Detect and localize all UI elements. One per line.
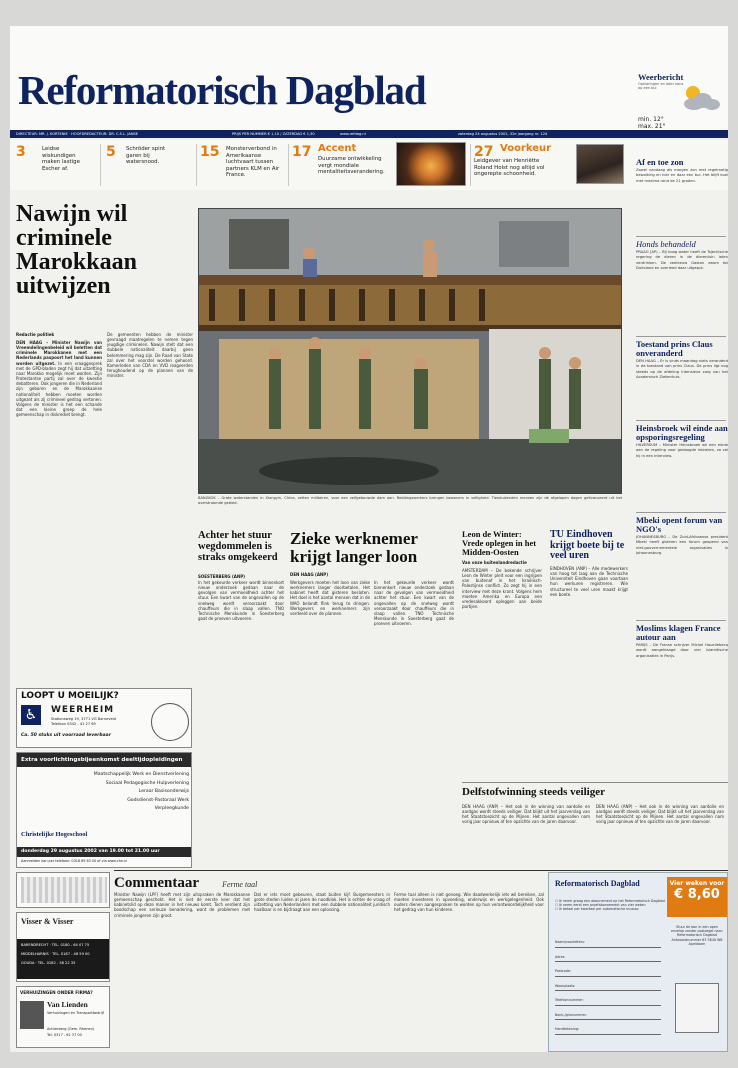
teaser-number: 17	[292, 144, 312, 160]
article-body: PRAAG (AP) – Bij hoog water heeft de Tsjechische regering de dieren in de dierentuin laten verdrinken. De zeeleeuw Gaston zwom tot Duitsland en overleed daar uitgeput.	[636, 250, 728, 270]
right-column	[630, 140, 728, 870]
teaser-5[interactable]	[474, 144, 624, 186]
ad-weerheim-address: Stationsweg 19, 3771 VG Barneveld	[51, 717, 116, 721]
article-stuur-title: Achter het stuur wegdommelen is straks omgekeerd	[198, 530, 278, 563]
checkbox-icon: ☐	[555, 899, 560, 903]
flood-photo	[198, 208, 622, 494]
offer-badge[interactable]	[667, 877, 727, 917]
teaser-2[interactable]	[106, 144, 196, 186]
commentaar-col2: Dat er iets moet gebeuren, staat buiten kijf. Burgemeesters in grote steden luiden al jaren de noodklok. Het is echter de vraag of uitzetting van Nederlanders met een dubbele nationaliteit juridisch haalbaar is en bijdraagt aan een oplossing.	[254, 892, 390, 913]
teaser-text: Monsterverbond in Amerikaanse luchtvaart tussen partners KLM en Air France.	[226, 146, 280, 179]
moslim-article	[636, 624, 728, 703]
infobar-url[interactable]: www.refdag.nl	[340, 132, 366, 136]
teaser-text: Leidse wiskundigen maken lastige Escher af.	[42, 146, 80, 172]
main-lead: DEN HAAG – Minister Nawijn van Vreemdelingenbeleid wil beletten dat criminele Marokkanen met een Nederlands paspoort het land kunnen worden uitgezet.	[16, 340, 102, 366]
form-field-postcode[interactable]: Postcode:	[555, 969, 571, 973]
commentaar-subtitle: Ferme taal	[222, 880, 258, 889]
form-field-name[interactable]: Naam/voorletters:	[555, 940, 585, 944]
form-option-1[interactable]: ☐ Ik neem graag een abonnement op het Reformatorisch Dagblad	[555, 899, 665, 903]
ad-che-date: donderdag 29 augustus 2002 van 19.00 tot 21.00 uur	[17, 847, 192, 857]
newspaper-page	[10, 26, 728, 1052]
ad-che-courses: Maatschappelijk Werk en Dienstverlening Sociaal Pedagogische Hulpverlening Leraar Basisonderwijs Godsdienst-Pastoraal Werk Verpleegkunde	[93, 772, 189, 811]
form-field-signature[interactable]: Handtekening:	[555, 1027, 580, 1031]
weather-box	[638, 72, 724, 132]
ad-weerheim-title: LOOPT U MOEILIJK?	[21, 691, 119, 701]
form-option-3[interactable]: ☐ Ik betaal per kwartaal per automatische incasso	[555, 907, 639, 912]
weather-temps	[638, 116, 666, 130]
article-body: Zowel vandaag als morgen zon met regelmatig bewolking en hier en daar een bui. Het blijft koel met maxima rond de 21 graden.	[636, 168, 728, 183]
teaser-heading: Voorkeur	[500, 143, 552, 154]
infobar-editors: DIRECTEUR: MR. J. KORTENIE · HOOFDREDACTEUR: DR. C.S.L. JANSE	[16, 132, 139, 136]
article-body: HILVERSUM – Minister Heinsbroek wil een einde aan de regeling voor gedoogde inbraken, zo zei hij in een interview.	[636, 443, 728, 458]
portrait-image	[576, 144, 624, 184]
main-article-col1	[16, 340, 102, 670]
ad-lienden-place: Achterberg (Gem. Rhenen)	[47, 1027, 95, 1031]
article-winter-byline: Van onze buitenlandredactie	[462, 560, 527, 565]
ad-lienden-company: Van Lienden	[47, 1000, 88, 1009]
article-zieke-byline: DEN HAAG (ANP)	[290, 572, 329, 577]
ad-logo-image	[21, 877, 107, 903]
article-zieke-body-col2: In het gekeurde verkeer wordt binnenkort nieuw onderzoek gedaan naar de gevolgen van vermoeidheid achter het stuur. Een kwart van de ongevallen op de snelweg wordt veroorzaakt door chauffeurs die in slaap vallen. TNO Technische Menskunde in Soesterberg gaat de proeven uitvoeren.	[374, 580, 454, 627]
ad-che-more: Aanmelden kan per telefoon: 0318 69 63 00 of via www.che.nl	[21, 859, 128, 863]
article-title: Heinsbroek wil einde aan opsporingsregeling	[636, 423, 728, 442]
article-title: Honds behandeld	[636, 239, 696, 249]
offer-price: € 8,60	[674, 887, 720, 902]
flood-scene-image	[199, 209, 622, 494]
weather-summary: Opklaringen en later kans op een bui	[638, 82, 684, 90]
article-winter-title: Leon de Winter: Vrede oplegen in het Midden-Oosten	[462, 529, 537, 557]
ngo-article	[636, 516, 728, 615]
ad-lienden-phone: Tel. 0317 - 61 37 00	[47, 1033, 82, 1037]
main-article-col2: De gemeenten hebben de minister gevraagd maatregelen te nemen tegen jeugdige criminelen. Nawijn stelt dat een dubbele nationaliteit daarbij geen belemmering mag zijn. De Raad van State zal over het voorstel worden gehoord. Kamerleden van CDA en VVD reageerden terughoudend op de plannen van de minister.	[107, 332, 193, 379]
teaser-3[interactable]	[200, 144, 286, 186]
scooter-icon	[151, 703, 189, 741]
ad-weerheim-company: WEERHEIM	[51, 705, 115, 715]
article-body: PARIJS – De Franse schrijver Michel Houellebecq wordt aangeklaagd door vier islamitische organisaties in Parijs.	[636, 643, 728, 658]
newspaper-title: Reformatorisch Dagblad	[18, 67, 426, 113]
article-body: JOHANNESBURG – De Zuid-Afrikaanse president Mbeki heeft gisteren een forum geopend van niet-gouvernementele organisaties in Johannesburg.	[636, 535, 728, 555]
article-delfstof-title: Delfstofwinning steeds veiliger	[462, 786, 605, 798]
commentaar-title: Commentaar	[114, 875, 199, 891]
ad-lienden-title: VERHUIZINGEN ONDER FIRMA?	[20, 990, 93, 995]
article-title: Mbeki opent forum van NGO's	[636, 515, 723, 534]
teaser-heading: Accent	[318, 143, 357, 154]
ad-visser[interactable]	[16, 912, 110, 982]
teaser-1[interactable]	[16, 144, 96, 186]
teaser-text: Duurzame ontwikkeling vergt mondiale mentaliteitsverandering.	[318, 156, 385, 176]
teaser-text: Schröder spint garen bij watersnood.	[126, 146, 166, 166]
weather-title: Weerbericht	[638, 72, 684, 82]
form-fields	[555, 935, 665, 1037]
ad-van-lienden[interactable]	[16, 986, 110, 1048]
ad-che-school: Christelijke Hogeschool	[21, 831, 88, 838]
ad-che[interactable]	[16, 752, 192, 868]
teaser-number: 5	[106, 144, 116, 160]
form-field-address[interactable]: Adres:	[555, 954, 566, 959]
photo-caption: BANGKOK – Grote waterstanden in Xiangyin, China, zetten militairen, voor een zelfgebouwde dam aan. Reddingswerkers brengen bewoners in veiligheid. Tienduizenden mensen zijn de afgelopen dagen geëvacueerd uit het overstroomde gebied.	[198, 496, 622, 505]
form-option-2[interactable]: ☐ Ik neem eerst een proefabonnement van vier weken	[555, 903, 646, 908]
form-title: Reformatorisch Dagblad	[555, 879, 640, 888]
ad-visser-title: Visser & Visser	[21, 917, 74, 926]
temp-min: min. 12°	[638, 116, 664, 123]
teaser-number: 3	[16, 144, 26, 160]
teaser-text: Leidgever van Henriëtte Roland Holst nog altijd vol ongerepte schoonheid.	[474, 158, 545, 178]
ad-visser-branches: BARENDRECHT · TEL. 0180 - 64 07 75 MIDDELHARNIS · TEL. 0187 - 48 59 00 GOUDA · TEL. 0182 - 58 22 33	[17, 939, 110, 979]
temp-max: max. 21°	[638, 123, 666, 130]
form-sendto: Stuur de bon in een open envelop zonder postzegel naar: Reformatorisch Dagblad Antwoordnummer 63 3840 WB Apeldoorn	[670, 925, 724, 946]
infobar-date: zaterdag 24 augustus 2002, 32e jaargang nr. 124	[458, 132, 548, 136]
article-body: DEN HAAG – Er is sinds maandag niets veranderd in de toestand van prins Claus. De prins ligt nog steeds op de afdeling intensieve zorg van het Academisch Ziekenhuis.	[636, 359, 728, 379]
article-title: Toestand prins Claus onveranderd	[636, 339, 713, 358]
commentaar-col3: Ferme taal alleen is niet genoeg. Wie daadwerkelijk iets wil bereiken, zal moeten investeren in opvoeding, onderwijs en werkgelegenheid. Ook ouders dienen aangesproken te worden op hun verantwoordelijkheid voor het gedrag van hun kinderen.	[394, 892, 544, 913]
form-field-bank[interactable]: Bank-/gironummer:	[555, 1012, 587, 1017]
article-tu-body: EINDHOVEN (ANP) – Alle medewerkers van hoog tot laag aan de Technische Universiteit Eindhoven gaan voortaan hun werkuren registreren. Wie structureel te veel uren maakt krijgt een boete.	[550, 566, 628, 597]
article-delfstof-body-col2: DEN HAAG (ANP) – Het ook in de winning van aardolie en aardgas wordt steeds veiliger. Dat blijkt uit het jaarverslag van het Staatstoezicht op de Mijnen. Het aantal ongevallen nam vorig jaar opnieuw af ten opzichte van de jaren daarvoor.	[596, 804, 724, 825]
form-field-city[interactable]: Woonplaats:	[555, 983, 576, 988]
ad-che-title: Extra voorlichtingsbijeenkomst deeltijdopleidingen	[17, 753, 192, 767]
article-tu-title: TU Eindhoven krijgt boete bij te veel uren	[550, 529, 625, 561]
teaser-4[interactable]	[292, 144, 492, 186]
teaser-bar	[10, 140, 728, 190]
ad-weerheim[interactable]	[16, 688, 192, 748]
article-delfstof-body: DEN HAAG (ANP) – Het ook in de winning van aardolie en aardgas wordt steeds veiliger. Dat blijkt uit het jaarverslag van het Staatstoezicht op de Mijnen. Het aantal ongevallen nam vorig jaar opnieuw af ten opzichte van de jaren daarvoor.	[462, 804, 590, 825]
stamp-area-icon	[675, 983, 719, 1033]
commentaar-col1: Minister Nawijn (LPF) heeft met zijn uitspraken de Marokkaanse gemeenschap geschokt. Het is niet de eerste keer dat het kabinetslid op deze manier in het nieuws komt. Toch verdient zijn boodschap een serieuze benadering, want de problemen met criminele jongeren zijn groot.	[114, 892, 250, 918]
checkbox-icon: ☐	[555, 903, 560, 908]
teaser-number: 27	[474, 144, 494, 160]
article-winter-body: AMSTERDAM – De bekende schrijver Leon de Winter pleit voor een ingrijpen van buitenaf in het Israëlisch-Palestijnse conflict. Zo zegt hij in een interview met deze krant. Volgens hem moeten Amerika en Europa een vredesakkoord opleggen aan beide partijen.	[462, 568, 542, 610]
ad-weerheim-tagline: Ca. 50 stuks uit voorraad leverbaar	[21, 733, 111, 738]
honds-article	[636, 240, 728, 320]
ad-weerheim-phone: Telefoon 0342 - 41 27 69	[51, 722, 96, 726]
wheelchair-icon: ♿	[21, 705, 41, 725]
main-body1: In een vraaggesprek met de GPD-bladen zegt hij dat uitzetting naar Marokko mogelijk moet worden. Zijn Protestantse partij zal over de kwestie debatteren. Ook jongeren die in Nederland zijn geboren en de Marokkaanse nationaliteit hebben moeten worden uitgezet als zij crimineel gedrag vertonen. Volgens de minister is het een schande dat een kleine groep de hele gemeenschap in diskrediet brengt.	[16, 360, 102, 418]
weather-article	[636, 158, 728, 208]
form-field-phone[interactable]: Telefoonnummer:	[555, 998, 584, 1002]
ad-logo-box[interactable]	[16, 872, 110, 908]
article-zieke-title: Zieke werknemer krijgt langer loon	[290, 529, 418, 566]
cloud-icon	[682, 90, 720, 112]
masthead	[10, 26, 728, 130]
truck-icon	[20, 1001, 44, 1029]
commentaar-header	[114, 872, 548, 891]
inbraak-article	[636, 424, 728, 505]
article-title: Moslims klagen France autour aan	[636, 623, 721, 642]
infobar-price: PRIJS PER NUMMER € 1,10 / ZATERDAG € 1,50	[232, 132, 315, 136]
masthead-infobar	[10, 130, 728, 138]
form-options	[555, 899, 665, 912]
toestand-article	[636, 340, 728, 417]
article-stuur-body: In het gekeurde verkeer wordt binnenkort nieuw onderzoek gedaan naar de gevolgen van vermoeidheid achter het stuur. Een kwart van de ongevallen op de snelweg wordt veroorzaakt door chauffeurs die in slaap vallen. TNO Technische Menskunde in Soesterberg gaat de proeven uitvoeren.	[198, 580, 284, 622]
offer-label: Vier weken voor	[669, 880, 725, 887]
teaser-number: 15	[200, 144, 220, 160]
checkbox-icon: ☐	[555, 907, 560, 912]
article-stuur-byline: SOESTERBERG (ANP)	[198, 574, 246, 579]
article-zieke-body: Werkgevers moeten het loon van zieke werknemers langer doorbetalen. Het kabinet heeft dat gisteren besloten. Het doel is het aantal mensen dat in de WAO belandt flink terug te dringen. Werkgevers en werknemers zijn verdeeld over de plannen.	[290, 580, 370, 616]
subscription-form	[548, 872, 728, 1052]
globe-image	[396, 142, 466, 186]
main-byline: Redactie politiek	[16, 332, 55, 337]
main-headline: Nawijn wil criminele Marokkaan uitwijzen	[16, 201, 137, 299]
ad-lienden-sub: Verhuizingen en Transportbedrijf	[47, 1011, 104, 1015]
article-title: Af en toe zon	[636, 157, 684, 167]
